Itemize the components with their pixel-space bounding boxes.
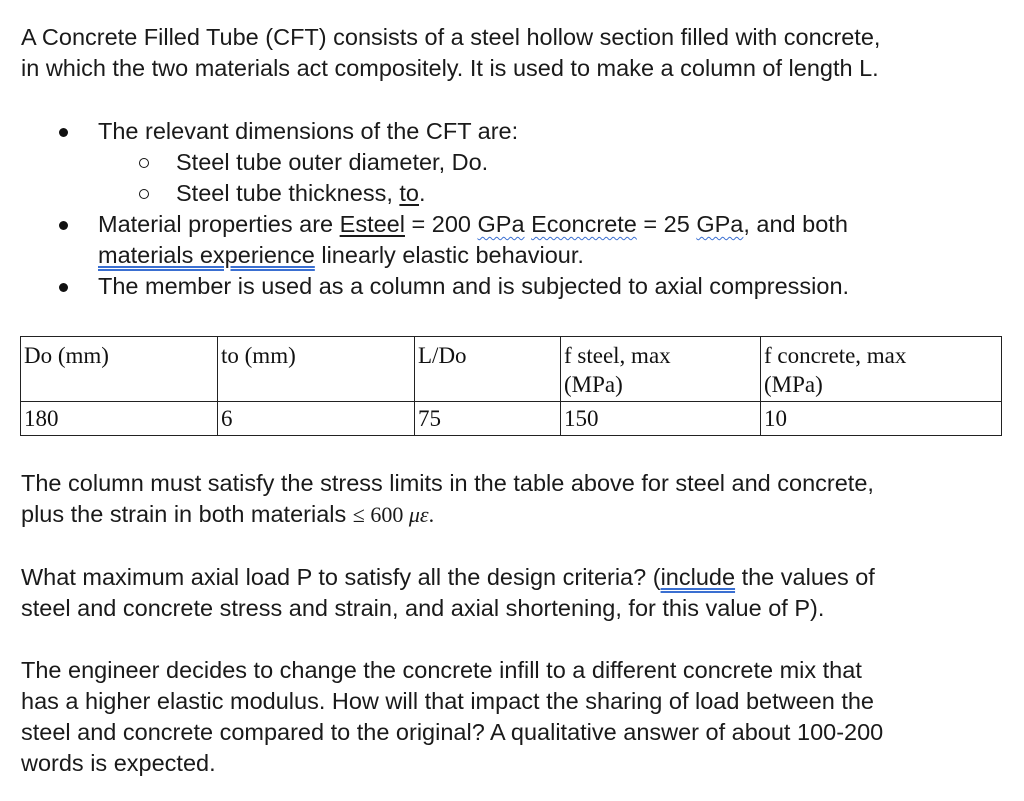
question-line-1-end: the values of — [735, 564, 875, 590]
header-f-concrete-max: f concrete, max (MPa) — [761, 337, 1002, 402]
dimensions-heading: The relevant dimensions of the CFT are: — [98, 118, 519, 144]
bullet-dot-icon — [59, 283, 68, 292]
material-eq-2: = 25 — [636, 211, 697, 237]
econcrete-term: Econcrete — [531, 211, 637, 237]
thickness-text: Steel tube thickness, — [176, 180, 400, 206]
limits-paragraph — [21, 468, 1006, 530]
bullet-dimensions — [0, 116, 1000, 209]
engineer-line-2: has a higher elastic modulus. How will that impact the sharing of load between the — [21, 688, 874, 714]
member-text: The member is used as a column and is subjected to axial compression. — [98, 273, 850, 299]
material-text-end: linearly elastic behaviour. — [314, 242, 584, 268]
material-eq-1: = 200 — [404, 211, 478, 237]
engineer-paragraph — [21, 655, 1006, 779]
limits-period: . — [428, 502, 435, 527]
engineer-line-1: The engineer decides to change the concrete infill to a different concrete mix that — [21, 657, 862, 683]
value-to: 6 — [218, 402, 415, 436]
outer-diameter-text: Steel tube outer diameter, Do. — [176, 149, 489, 175]
bullet-list — [0, 116, 1000, 302]
value-do: 180 — [21, 402, 218, 436]
strain-limit-value: ≤ 600 — [352, 502, 409, 527]
bullet-member-use — [0, 271, 1000, 302]
question-line-2: steel and concrete stress and strain, and axial shortening, for this value of P). — [21, 595, 825, 621]
gpa-unit-1: GPa — [477, 211, 525, 237]
value-f-concrete-max: 10 — [761, 402, 1002, 436]
header-f-steel-max: f steel, max (MPa) — [561, 337, 761, 402]
header-do: Do (mm) — [21, 337, 218, 402]
esteel-term: Esteel — [339, 211, 405, 237]
sub-bullet-thickness — [98, 178, 1000, 209]
bullet-dot-icon — [59, 128, 68, 137]
include-word: include — [660, 564, 736, 590]
intro-line-1: A Concrete Filled Tube (CFT) consists of a steel hollow section filled with concrete, — [21, 24, 881, 50]
gpa-unit-2: GPa — [696, 211, 744, 237]
materials-experience-phrase: materials experience — [98, 242, 315, 268]
limits-line-1: The column must satisfy the stress limits in the table above for steel and concrete, — [21, 470, 874, 496]
intro-line-2: in which the two materials act compositely. It is used to make a column of length L. — [21, 55, 879, 81]
question-paragraph — [21, 562, 1006, 624]
sub-bullet-outer-diameter — [98, 147, 1000, 178]
engineer-line-4: words is expected. — [21, 750, 216, 776]
dimension-sublist — [98, 147, 1000, 209]
question-line-1: What maximum axial load P to satisfy all the design criteria? ( — [21, 564, 661, 590]
table-header-row — [21, 337, 1002, 402]
hollow-bullet-icon — [139, 158, 149, 168]
design-parameters-table — [20, 336, 1002, 436]
microstrain-unit: με — [408, 502, 429, 527]
bullet-dot-icon — [59, 221, 68, 230]
value-f-steel-max: 150 — [561, 402, 761, 436]
intro-paragraph — [21, 22, 1006, 84]
header-to: to (mm) — [218, 337, 415, 402]
thickness-term: to — [399, 180, 419, 206]
header-l-over-do: L/Do — [415, 337, 561, 402]
material-text-start: Material properties are — [98, 211, 340, 237]
value-l-over-do: 75 — [415, 402, 561, 436]
bullet-material-properties — [0, 209, 1000, 271]
limits-line-2: plus the strain in both materials — [21, 501, 353, 527]
table-row — [21, 402, 1002, 436]
hollow-bullet-icon — [139, 189, 149, 199]
material-text-mid: , and both — [743, 211, 848, 237]
engineer-line-3: steel and concrete compared to the original? A qualitative answer of about 100-200 — [21, 719, 884, 745]
thickness-period: . — [419, 180, 426, 206]
